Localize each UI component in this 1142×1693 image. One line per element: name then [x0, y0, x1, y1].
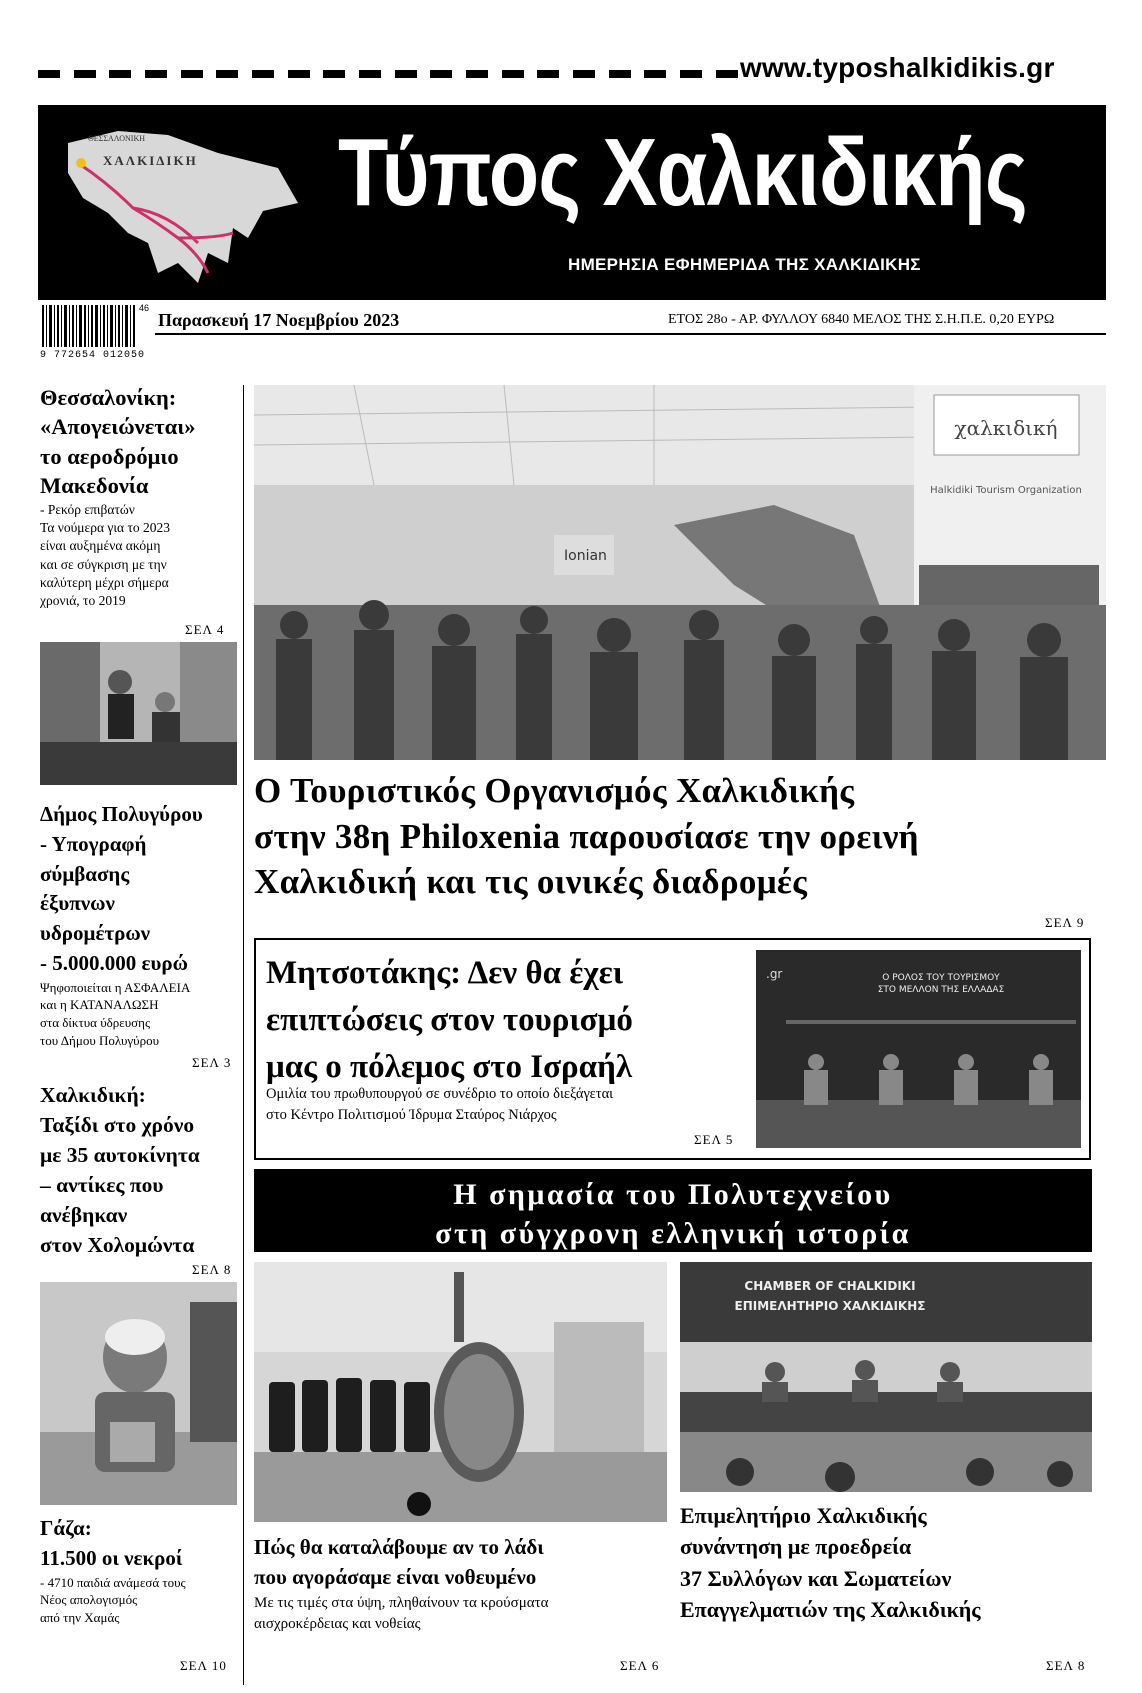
svg-text:Ionian: Ionian: [564, 548, 607, 564]
box-headline: Μητσοτάκης: Δεν θα έχει επιπτώσεις στον τουρισμό μας ο πόλεμος στο Ισραήλ: [266, 955, 633, 1085]
photo-olive-oil-bottles: [254, 1262, 667, 1522]
polytechnic-banner[interactable]: [254, 1169, 1092, 1252]
issue-date: Παρασκευή 17 Νοεμβρίου 2023: [158, 310, 400, 330]
page-ref: ΣΕΛ 8: [192, 1262, 232, 1277]
masthead-title: Τύπος Χαλκιδικής: [338, 119, 1027, 226]
page-ref: ΣΕΛ 7: [1046, 1233, 1086, 1248]
photo-contract-signing: [40, 642, 237, 785]
box-subheadline: Ομιλία του πρωθυπουργού σε συνέδριο το οποίο διεξάγεται στο Κέντρο Πολιτισμού Ίδρυμα Σταύρος Νιάρχος: [266, 1086, 614, 1123]
photo-chamber-meeting: [680, 1262, 1092, 1492]
svg-text:Halkidiki Tourism Organization: Halkidiki Tourism Organization: [930, 485, 1082, 496]
left-story-classic-cars[interactable]: Χαλκιδική: Ταξίδι στο χρόνο με 35 αυτοκίνητα – αντίκες που ανέβηκαν στον Χολομώντα: [40, 1083, 200, 1258]
mitsotakis-story-box[interactable]: [254, 938, 1091, 1160]
masthead-subtitle: ΗΜΕΡΗΣΙΑ ΕΦΗΜΕΡΙΔΑ ΤΗΣ ΧΑΛΚΙΔΙΚΗΣ: [568, 255, 921, 274]
svg-text:Ο ΡΟΛΟΣ ΤΟΥ ΤΟΥΡΙΣΜΟΥ: Ο ΡΟΛΟΣ ΤΟΥ ΤΟΥΡΙΣΜΟΥ: [882, 973, 1000, 983]
svg-text:ΘΕΣΣΑΛΟΝΙΚΗ: ΘΕΣΣΑΛΟΝΙΚΗ: [88, 134, 145, 143]
banner-headline: Η σημασία του Πολυτεχνείου στη σύγχρονη ελληνική ιστορία: [435, 1178, 911, 1250]
left-story-airport[interactable]: Θεσσαλονίκη: «Απογειώνεται» το αεροδρόμιο Μακεδονία - Ρεκόρ επιβατών Τα νούμερα για το 2023 είναι αυξημένα ακόμη και σε σύγκριση με την καλύτερη μέχρι σήμερα χρονιά, το 2019: [40, 385, 196, 609]
barcode-number: 9 772654 012050: [40, 350, 146, 361]
photo-tourism-conference: [756, 950, 1081, 1148]
left-story-gaza[interactable]: Γάζα: 11.500 οι νεκροί - 4710 παιδιά ανάμεσά τους Νέος απολογισμός από την Χαμάς: [40, 1516, 186, 1625]
photo-philoxenia-expo: [254, 385, 1106, 760]
svg-text:χαλκιδική: χαλκιδική: [954, 416, 1058, 440]
top-dash-rule: [38, 70, 738, 80]
page-ref: ΣΕΛ 3: [192, 1055, 232, 1070]
chamber-story[interactable]: Επιμελητήριο Χαλκιδικής συνάντηση με προεδρεία 37 Συλλόγων και Σωματείων Επαγγελματιών της Χαλκιδικής: [680, 1503, 981, 1623]
page-ref: ΣΕΛ 5: [694, 1132, 734, 1147]
column-divider: [243, 385, 244, 1685]
issue-details: ΕΤΟΣ 28ο - ΑΡ. ΦΥΛΛΟΥ 6840 ΜΕΛΟΣ ΤΗΣ Σ.Η.Π.Ε. 0,20 ΕΥΡΩ: [668, 312, 1055, 327]
svg-text:ΣΤΟ ΜΕΛΛΟΝ ΤΗΣ ΕΛΛΑΔΑΣ: ΣΤΟ ΜΕΛΛΟΝ ΤΗΣ ΕΛΛΑΔΑΣ: [877, 985, 1005, 995]
oil-story[interactable]: Πώς θα καταλάβουμε αν το λάδι που αγοράσαμε είναι νοθευμένο Με τις τιμές στα ύψη, πληθαίνουν τα κρούσματα αισχροκέρδειας και νοθείας: [254, 1535, 549, 1632]
svg-text:CHAMBER OF CHALKIDIKI: CHAMBER OF CHALKIDIKI: [744, 1279, 916, 1293]
barcode-suffix: 46: [139, 303, 150, 313]
date-rule: [155, 333, 1106, 335]
masthead: [38, 105, 1106, 300]
page-ref: ΣΕΛ 10: [180, 1658, 227, 1673]
chalkidiki-map-logo: [48, 113, 308, 291]
page-ref: ΣΕΛ 8: [1046, 1658, 1086, 1673]
svg-text:ΕΠΙΜΕΛΗΤΗΡΙΟ ΧΑΛΚΙΔΙΚΗΣ: ΕΠΙΜΕΛΗΤΗΡΙΟ ΧΑΛΚΙΔΙΚΗΣ: [734, 1299, 926, 1313]
svg-text:ΧΑΛΚΙΔΙΚΗ: ΧΑΛΚΙΔΙΚΗ: [103, 153, 198, 168]
svg-text:.gr: .gr: [766, 967, 783, 981]
left-story-polygyros[interactable]: Δήμος Πολυγύρου - Υπογραφή σύμβασης έξυπνων υδρομέτρων - 5.000.000 ευρώ Ψηφοποιείται η ΑΣΦΑΛΕΙΑ και η ΚΑΤΑΝΑΛΩΣΗ στα δίκτυα ύδρευσης του Δήμου Πολυγύρου: [40, 802, 203, 1048]
page-ref: ΣΕΛ 6: [620, 1658, 660, 1673]
photo-gaza-child: [40, 1282, 237, 1505]
page-ref: ΣΕΛ 9: [1045, 915, 1085, 930]
site-url[interactable]: www.typoshalkidikis.gr: [740, 52, 1055, 83]
barcode: [42, 305, 137, 347]
main-headline[interactable]: Ο Τουριστικός Οργανισμός Χαλκιδικής στην 38η Philoxenia παρουσίασε την ορεινή Χαλκιδική και τις οινικές διαδρομές: [254, 771, 919, 901]
page-ref: ΣΕΛ 4: [185, 622, 225, 637]
